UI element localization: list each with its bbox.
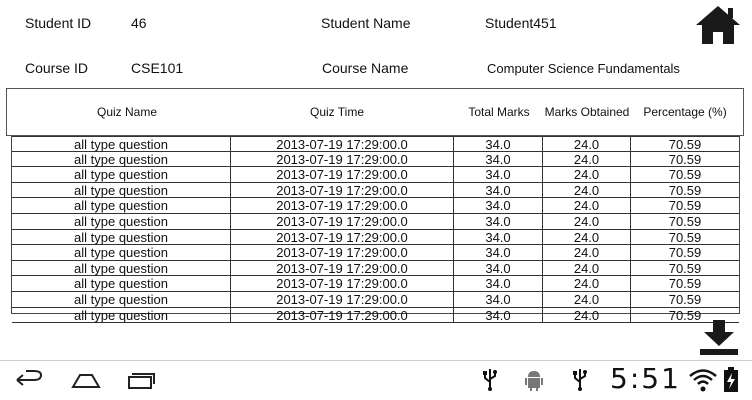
cell-marks-obtained: 24.0 xyxy=(543,276,631,291)
cell-total-marks: 34.0 xyxy=(454,214,543,229)
status-clock: 5:51 xyxy=(610,362,681,395)
student-id-value: 46 xyxy=(131,15,147,31)
course-name-label: Course Name xyxy=(322,60,409,76)
home-icon xyxy=(694,4,742,46)
cell-quiz-name: all type question xyxy=(12,292,231,307)
cell-total-marks: 34.0 xyxy=(454,245,543,260)
android-debug-icon xyxy=(524,368,544,397)
cell-total-marks: 34.0 xyxy=(454,137,543,151)
course-id-label: Course ID xyxy=(25,60,89,76)
cell-quiz-time: 2013-07-19 17:29:00.0 xyxy=(231,152,454,167)
cell-percentage: 70.59 xyxy=(668,213,702,229)
system-nav-bar xyxy=(0,361,752,400)
table-row[interactable] xyxy=(12,167,739,183)
cell-quiz-time: 2013-07-19 17:29:00.0 xyxy=(231,276,454,291)
cell-quiz-name: all type question xyxy=(12,167,231,182)
column-header-total-marks: Total Marks xyxy=(468,105,530,119)
cell-marks-obtained: 24.0 xyxy=(543,261,631,276)
cell-marks-obtained: 24.0 xyxy=(543,137,631,151)
cell-quiz-name: all type question xyxy=(12,230,231,245)
cell-quiz-name: all type question xyxy=(12,308,231,323)
recent-apps-icon xyxy=(126,369,156,391)
wifi-icon xyxy=(688,367,718,398)
cell-total-marks: 34.0 xyxy=(454,198,543,213)
cell-percentage: 70.59 xyxy=(668,229,702,245)
cell-quiz-time: 2013-07-19 17:29:00.0 xyxy=(231,137,454,151)
cell-quiz-name: all type question xyxy=(12,198,231,213)
cell-total-marks: 34.0 xyxy=(454,183,543,198)
cell-marks-obtained: 24.0 xyxy=(543,308,631,323)
cell-marks-obtained: 24.0 xyxy=(543,167,631,182)
cell-marks-obtained: 24.0 xyxy=(543,152,631,167)
cell-total-marks: 34.0 xyxy=(454,152,543,167)
student-name-value: Student451 xyxy=(485,15,557,31)
cell-quiz-time: 2013-07-19 17:29:00.0 xyxy=(231,230,454,245)
cell-quiz-name: all type question xyxy=(12,152,231,167)
cell-marks-obtained: 24.0 xyxy=(543,183,631,198)
table-row[interactable] xyxy=(12,214,739,230)
cell-quiz-time: 2013-07-19 17:29:00.0 xyxy=(231,261,454,276)
cell-quiz-name: all type question xyxy=(12,261,231,276)
cell-quiz-name: all type question xyxy=(12,245,231,260)
cell-percentage: 70.59 xyxy=(668,137,702,152)
cell-quiz-time: 2013-07-19 17:29:00.0 xyxy=(231,214,454,229)
table-row[interactable] xyxy=(12,136,739,152)
table-row[interactable] xyxy=(12,261,739,277)
battery-charging-icon xyxy=(723,367,739,398)
cell-quiz-time: 2013-07-19 17:29:00.0 xyxy=(231,245,454,260)
cell-quiz-time: 2013-07-19 17:29:00.0 xyxy=(231,292,454,307)
table-row[interactable] xyxy=(12,245,739,261)
cell-percentage: 70.59 xyxy=(668,182,702,198)
column-header-quiz-time: Quiz Time xyxy=(309,105,364,119)
cell-marks-obtained: 24.0 xyxy=(543,230,631,245)
column-header-percentage: Percentage (%) xyxy=(643,105,727,119)
cell-quiz-time: 2013-07-19 17:29:00.0 xyxy=(231,198,454,213)
usb-icon xyxy=(572,368,588,397)
cell-percentage: 70.59 xyxy=(668,151,702,167)
cell-marks-obtained: 24.0 xyxy=(543,292,631,307)
table-header xyxy=(6,88,744,136)
cell-percentage: 70.59 xyxy=(668,167,702,183)
usb-icon xyxy=(482,368,498,397)
cell-percentage: 70.59 xyxy=(668,198,702,214)
cell-percentage: 70.59 xyxy=(668,291,702,307)
column-header-quiz-name: Quiz Name xyxy=(96,105,158,119)
course-name-value: Computer Science Fundamentals xyxy=(487,61,680,76)
nav-home-icon xyxy=(70,369,102,391)
download-button[interactable] xyxy=(698,318,740,356)
quiz-results-list[interactable] xyxy=(11,136,740,323)
recent-apps-button[interactable] xyxy=(126,369,156,396)
cell-marks-obtained: 24.0 xyxy=(543,245,631,260)
cell-total-marks: 34.0 xyxy=(454,276,543,291)
cell-quiz-name: all type question xyxy=(12,214,231,229)
table-row[interactable] xyxy=(12,183,739,199)
cell-total-marks: 34.0 xyxy=(454,292,543,307)
home-button[interactable] xyxy=(694,4,742,46)
cell-total-marks: 34.0 xyxy=(454,308,543,323)
cell-quiz-time: 2013-07-19 17:29:00.0 xyxy=(231,167,454,182)
cell-percentage: 70.59 xyxy=(668,260,702,276)
cell-total-marks: 34.0 xyxy=(454,230,543,245)
cell-quiz-name: all type question xyxy=(12,276,231,291)
back-button[interactable] xyxy=(14,369,44,396)
cell-total-marks: 34.0 xyxy=(454,167,543,182)
table-row[interactable] xyxy=(12,230,739,246)
student-id-label: Student ID xyxy=(25,15,92,31)
table-row[interactable] xyxy=(12,308,739,324)
cell-quiz-time: 2013-07-19 17:29:00.0 xyxy=(231,183,454,198)
table-row[interactable] xyxy=(12,198,739,214)
course-id-value: CSE101 xyxy=(131,60,184,76)
table-row[interactable] xyxy=(12,276,739,292)
table-row[interactable] xyxy=(12,152,739,168)
cell-total-marks: 34.0 xyxy=(454,261,543,276)
cell-percentage: 70.59 xyxy=(668,307,702,323)
cell-percentage: 70.59 xyxy=(668,276,702,292)
cell-quiz-time: 2013-07-19 17:29:00.0 xyxy=(231,308,454,323)
cell-marks-obtained: 24.0 xyxy=(543,214,631,229)
nav-home-button[interactable] xyxy=(70,369,102,396)
cell-marks-obtained: 24.0 xyxy=(543,198,631,213)
cell-quiz-name: all type question xyxy=(12,183,231,198)
download-icon xyxy=(698,318,740,356)
column-header-marks-obtained: Marks Obtained xyxy=(544,105,630,119)
back-icon xyxy=(14,369,44,391)
cell-quiz-name: all type question xyxy=(12,137,231,151)
student-name-label: Student Name xyxy=(321,15,411,31)
table-row[interactable] xyxy=(12,292,739,308)
cell-percentage: 70.59 xyxy=(668,245,702,261)
